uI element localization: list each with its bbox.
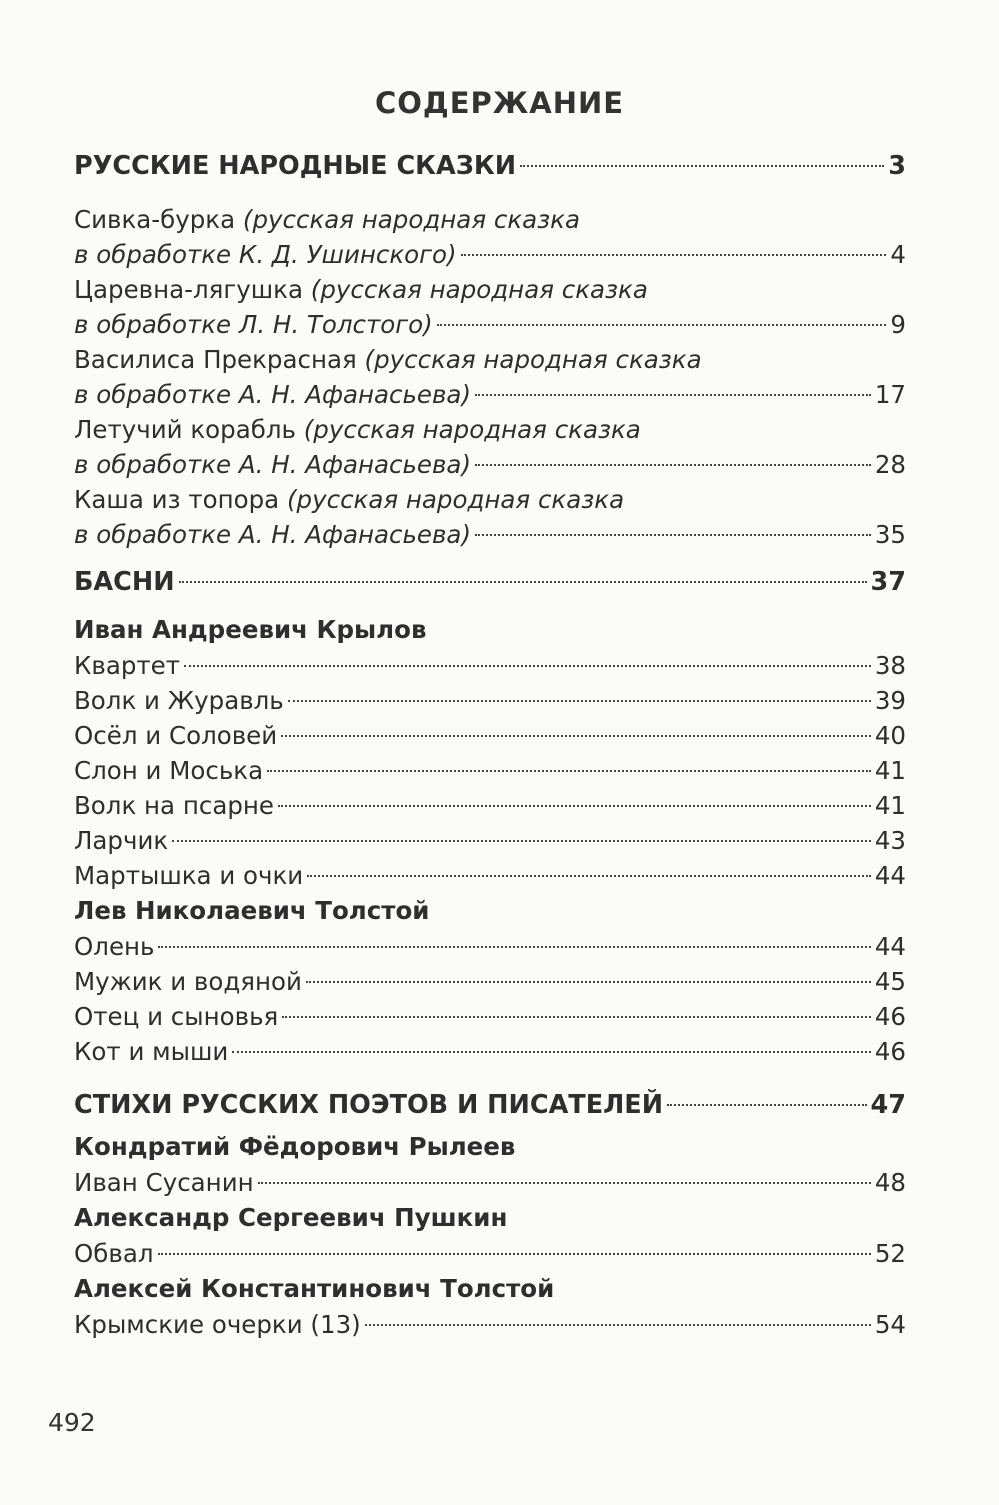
- toc-entry[interactable]: [74, 482, 906, 552]
- author-name: Алексей Константинович Толстой: [74, 1274, 555, 1303]
- page-number: 44: [874, 932, 906, 961]
- dot-leader: [158, 946, 870, 948]
- dot-leader: [461, 254, 887, 256]
- page-number: 54: [874, 1310, 906, 1339]
- toc-entry[interactable]: [74, 1236, 906, 1271]
- toc-entry[interactable]: [74, 1307, 906, 1342]
- dot-leader: [475, 464, 871, 466]
- dot-leader: [288, 700, 871, 702]
- page-number: 40: [874, 721, 906, 750]
- page-number: 38: [874, 651, 906, 680]
- toc-entry[interactable]: [74, 1165, 906, 1200]
- entry-title: Квартет: [74, 651, 181, 680]
- entry-title: Мартышка и очки: [74, 861, 304, 890]
- page-number: 35: [874, 520, 906, 549]
- toc-entry[interactable]: [74, 999, 906, 1034]
- toc-section-fables[interactable]: [74, 562, 906, 602]
- dot-leader: [158, 1253, 871, 1255]
- page-number: 9: [890, 310, 906, 339]
- dot-leader: [278, 805, 871, 807]
- page-number: 46: [874, 1002, 906, 1031]
- entry-note: в обработке А. Н. Афанасьева): [74, 380, 472, 409]
- entry-note: в обработке А. Н. Афанасьева): [74, 450, 472, 479]
- page-number: 39: [874, 686, 906, 715]
- entry-note: в обработке Л. Н. Толстого): [74, 310, 433, 339]
- page-number: 4: [890, 240, 906, 269]
- entry-title: Волк на псарне: [74, 791, 275, 820]
- dot-leader: [307, 875, 871, 877]
- entry-title: Сивка-бурка: [74, 205, 236, 234]
- entry-title: Осёл и Соловей: [74, 721, 278, 750]
- toc-entry[interactable]: [74, 823, 906, 858]
- dot-leader: [365, 1324, 871, 1326]
- dot-leader: [172, 840, 871, 842]
- entry-title: Слон и Моська: [74, 756, 264, 785]
- toc-entry[interactable]: [74, 412, 906, 482]
- entry-title: Иван Сусанин: [74, 1168, 254, 1197]
- page-number: 48: [874, 1168, 906, 1197]
- toc-entry[interactable]: [74, 272, 906, 342]
- page-number: 46: [874, 1037, 906, 1066]
- entry-note: (русская народная сказка: [303, 415, 641, 444]
- dot-leader: [281, 735, 871, 737]
- dot-leader: [306, 981, 871, 983]
- page-number: 52: [874, 1239, 906, 1268]
- page-number: 43: [874, 826, 906, 855]
- entry-title: Ларчик: [74, 826, 169, 855]
- section-title: СТИХИ РУССКИХ ПОЭТОВ И ПИСАТЕЛЕЙ: [74, 1090, 664, 1120]
- page-folio-number: 492: [48, 1408, 96, 1437]
- page-number: 28: [874, 450, 906, 479]
- entry-title: Летучий корабль: [74, 415, 296, 444]
- dot-leader: [179, 581, 867, 583]
- toc-entry[interactable]: [74, 718, 906, 753]
- entry-title: Каша из топора: [74, 485, 280, 514]
- dot-leader: [232, 1051, 870, 1053]
- dot-leader: [667, 1104, 866, 1106]
- toc-section-poems[interactable]: [74, 1085, 906, 1125]
- page-number: 17: [874, 380, 906, 409]
- toc-section-russian-folk-tales[interactable]: [74, 146, 906, 186]
- author-name: Иван Андреевич Крылов: [74, 615, 427, 644]
- section-title: БАСНИ: [74, 567, 175, 597]
- entry-title: Мужик и водяной: [74, 967, 302, 996]
- author-name: Кондратий Фёдорович Рылеев: [74, 1132, 516, 1161]
- entry-note: (русская народная сказка: [364, 345, 702, 374]
- entry-note: (русская народная сказка: [310, 275, 648, 304]
- table-of-contents: [74, 146, 906, 1342]
- page-number: 37: [870, 567, 906, 597]
- author-name: Александр Сергеевич Пушкин: [74, 1203, 508, 1232]
- page-number: 45: [874, 967, 906, 996]
- author-name: Лев Николаевич Толстой: [74, 896, 430, 925]
- page-number: 41: [874, 756, 906, 785]
- entry-title: Олень: [74, 932, 155, 961]
- dot-leader: [267, 770, 871, 772]
- toc-entry[interactable]: [74, 858, 906, 893]
- dot-leader: [282, 1016, 871, 1018]
- toc-entry[interactable]: [74, 648, 906, 683]
- toc-entry[interactable]: [74, 1034, 906, 1069]
- toc-entry[interactable]: [74, 683, 906, 718]
- entry-title: Крымские очерки (13): [74, 1310, 361, 1339]
- page-number: 41: [874, 791, 906, 820]
- entry-title: Царевна-лягушка: [74, 275, 303, 304]
- dot-leader: [184, 665, 871, 667]
- entry-title: Василиса Прекрасная: [74, 345, 357, 374]
- entry-note: (русская народная сказка: [242, 205, 580, 234]
- entry-note: в обработке К. Д. Ушинского): [74, 240, 457, 269]
- entry-title: Обвал: [74, 1239, 154, 1268]
- page-number: 47: [870, 1090, 906, 1120]
- toc-entry[interactable]: [74, 929, 906, 964]
- entry-title: Волк и Журавль: [74, 686, 284, 715]
- dot-leader: [437, 324, 887, 326]
- toc-entry[interactable]: [74, 342, 906, 412]
- entry-note: (русская народная сказка: [287, 485, 625, 514]
- dot-leader: [475, 534, 871, 536]
- dot-leader: [475, 394, 871, 396]
- entry-title: Кот и мыши: [74, 1037, 229, 1066]
- toc-entry[interactable]: [74, 753, 906, 788]
- dot-leader: [258, 1182, 871, 1184]
- entry-note: в обработке А. Н. Афанасьева): [74, 520, 472, 549]
- page-number: 3: [888, 151, 906, 181]
- section-title: РУССКИЕ НАРОДНЫЕ СКАЗКИ: [74, 151, 517, 181]
- page-title: СОДЕРЖАНИЕ: [374, 86, 625, 120]
- toc-entry[interactable]: [74, 788, 906, 823]
- page-number: 44: [874, 861, 906, 890]
- dot-leader: [520, 165, 884, 167]
- toc-entry[interactable]: [74, 964, 906, 999]
- toc-entry[interactable]: [74, 202, 906, 272]
- entry-title: Отец и сыновья: [74, 1002, 279, 1031]
